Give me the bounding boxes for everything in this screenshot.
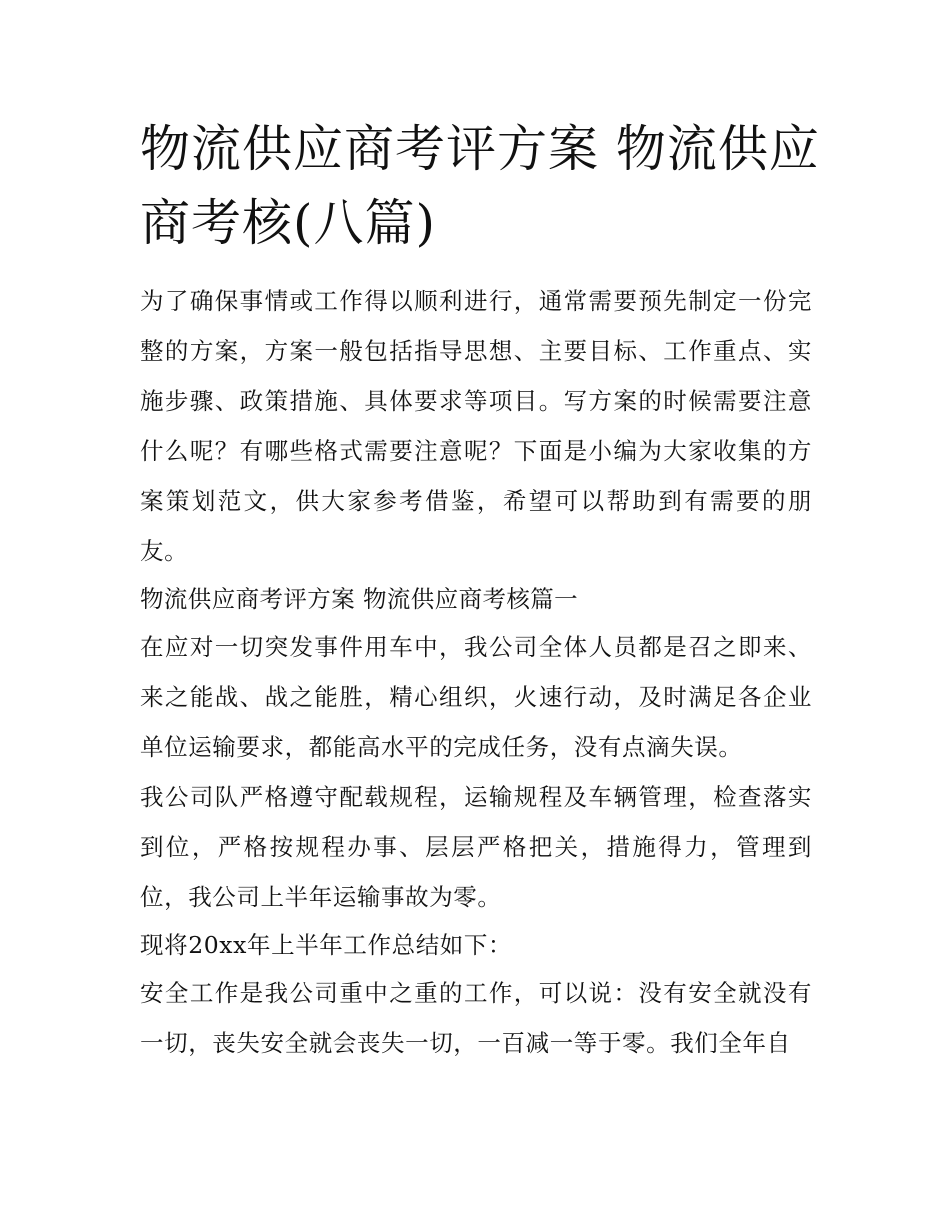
document-title: 物流供应商考评方案 物流供应商考核(八篇) xyxy=(140,120,820,252)
intro-paragraph: 为了确保事情或工作得以顺利进行，通常需要预先制定一份完整的方案，方案一般包括指导思想、主要目标、工作重点、实施步骤、政策措施、具体要求等项目。写方案的时候需要注意什么呢？有哪些格式需要注意呢？下面是小编为大家收集的方案策划范文，供大家参考借鉴，希望可以帮助到有需要的朋友。 xyxy=(140,287,812,565)
body-paragraph-4: 安全工作是我公司重中之重的工作，可以说：没有安全就没有一切，丧失安全就会丧失一切，一百减一等于零。我们全年自 xyxy=(140,979,812,1057)
body-paragraph-3: 现将20xx年上半年工作总结如下： xyxy=(140,931,513,959)
body-paragraph-1: 在应对一切突发事件用车中，我公司全体人员都是召之即来、来之能战、战之能胜，精心组织，火速行动，及时满足各企业单位运输要求，都能高水平的完成任务，没有点滴失误。 xyxy=(140,633,812,761)
document-body xyxy=(140,276,812,1068)
body-paragraph-2: 我公司队严格遵守配载规程，运输规程及车辆管理，检查落实到位，严格按规程办事、层层严格把关，措施得力，管理到位，我公司上半年运输事故为零。 xyxy=(140,783,812,911)
section-heading: 物流供应商考评方案 物流供应商考核篇一 xyxy=(140,585,579,613)
